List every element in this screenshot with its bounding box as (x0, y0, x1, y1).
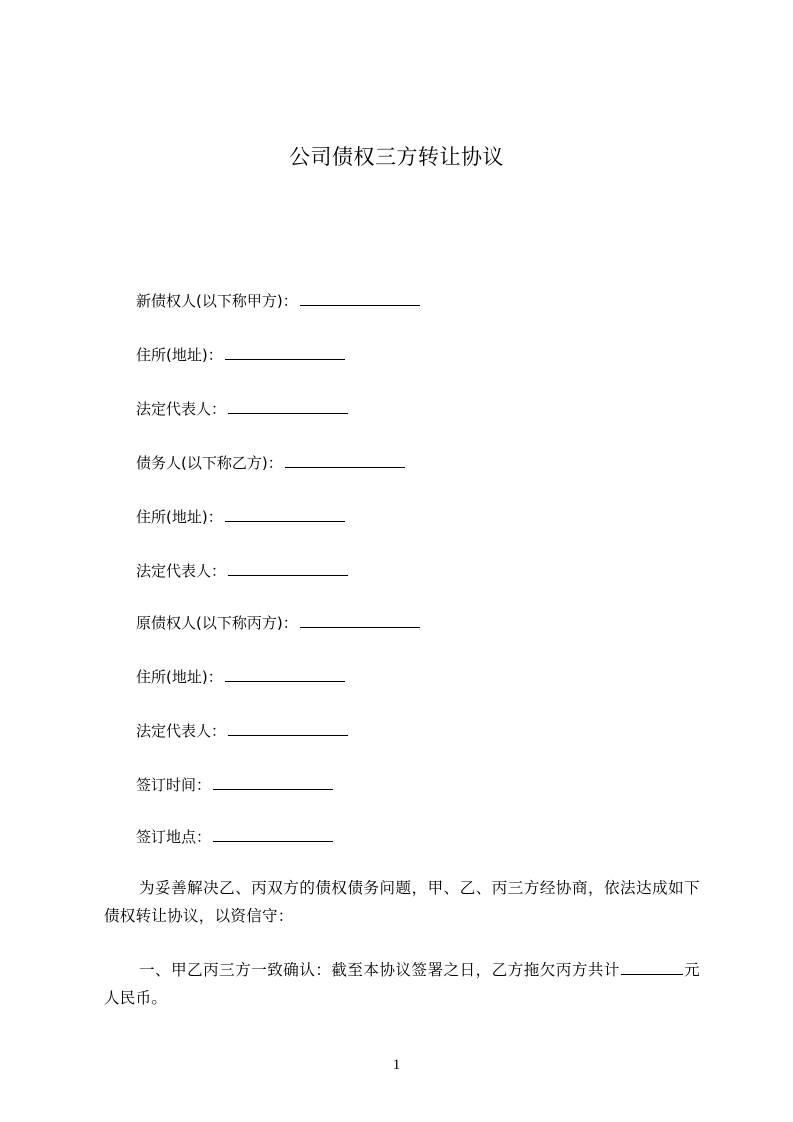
field-label: 原债权人(以下称丙方)： (136, 614, 298, 632)
fill-in-blank (225, 507, 345, 522)
fill-in-blank (300, 613, 420, 628)
field-original-creditor-representative (136, 720, 348, 742)
field-label: 法定代表人： (136, 400, 227, 418)
field-label: 住所(地址)： (136, 346, 223, 364)
field-debtor (136, 452, 405, 474)
fill-in-blank (213, 827, 333, 842)
field-label: 签订地点： (136, 828, 212, 846)
fill-in-blank (285, 453, 405, 468)
field-label: 新债权人(以下称甲方)： (136, 292, 298, 310)
field-new-creditor-representative (136, 398, 348, 420)
field-label: 法定代表人： (136, 722, 227, 740)
intro-paragraph: 为妥善解决乙、丙双方的债权债务问题，甲、乙、丙三方经协商，依法达成如下债权转让协议，以资信守： (104, 879, 700, 925)
field-label: 签订时间： (136, 776, 212, 794)
fill-in-blank (225, 667, 345, 682)
field-label: 住所(地址)： (136, 668, 223, 686)
page-number: 1 (392, 1057, 401, 1073)
fill-in-blank (228, 399, 348, 414)
field-signing-place (136, 826, 333, 848)
clause-one-text-end: 元人民币。 (104, 961, 700, 1007)
document-title: 公司债权三方转让协议 (289, 145, 504, 169)
fill-in-blank (300, 291, 420, 306)
field-debtor-representative (136, 560, 348, 582)
field-label: 住所(地址)： (136, 508, 223, 526)
field-new-creditor-address (136, 344, 345, 366)
fill-in-blank (228, 721, 348, 736)
fill-in-blank (228, 561, 348, 576)
field-debtor-address (136, 506, 345, 528)
field-label: 法定代表人： (136, 562, 227, 580)
amount-blank (621, 960, 683, 975)
fill-in-blank (225, 345, 345, 360)
fill-in-blank (213, 775, 333, 790)
field-label: 债务人(以下称乙方)： (136, 454, 283, 472)
field-original-creditor (136, 612, 420, 634)
field-original-creditor-address (136, 666, 345, 688)
clause-one-paragraph (104, 956, 700, 1012)
clause-one-text: 一、甲乙丙三方一致确认：截至本协议签署之日，乙方拖欠丙方共计 (139, 961, 620, 979)
field-signing-time (136, 774, 333, 796)
field-new-creditor (136, 290, 420, 312)
